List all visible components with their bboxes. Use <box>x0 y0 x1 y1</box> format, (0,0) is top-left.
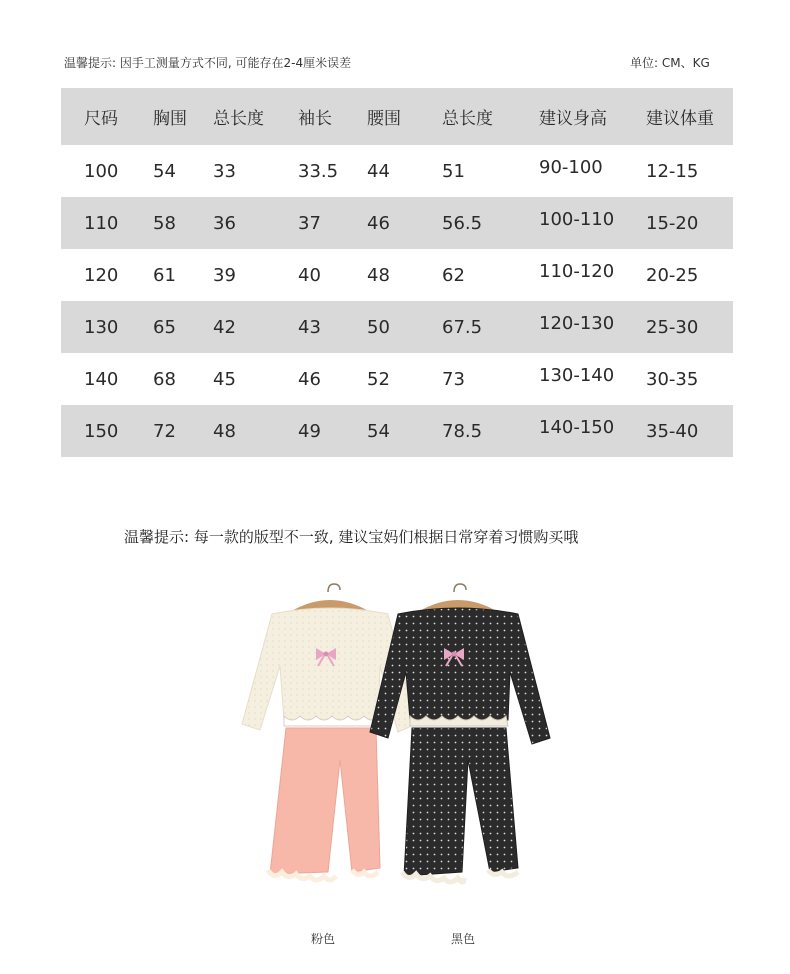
black-outfit <box>370 584 550 882</box>
cell-sleeve: 33.5 <box>298 160 339 182</box>
cell-chest: 68 <box>153 368 176 390</box>
cell-top-length: 45 <box>213 368 236 390</box>
cell-chest: 61 <box>153 264 176 286</box>
cell-height: 130-140 <box>539 364 615 386</box>
cell-waist: 54 <box>367 420 390 442</box>
cell-height: 90-100 <box>539 156 603 178</box>
table-row <box>61 353 733 405</box>
cell-waist: 48 <box>367 264 390 286</box>
header-pants-length: 总长度 <box>442 109 493 129</box>
table-row <box>61 301 733 353</box>
cell-chest: 54 <box>153 160 176 182</box>
cell-weight: 12-15 <box>646 160 699 182</box>
cell-sleeve: 46 <box>298 368 321 390</box>
cell-pants-length: 73 <box>442 368 465 390</box>
cell-size: 150 <box>84 420 119 442</box>
cell-waist: 46 <box>367 212 390 234</box>
cell-top-length: 33 <box>213 160 236 182</box>
cell-pants-length: 56.5 <box>442 212 483 234</box>
cell-chest: 65 <box>153 316 176 338</box>
cell-size: 120 <box>84 264 119 286</box>
product-photo <box>228 578 568 898</box>
cell-top-length: 39 <box>213 264 236 286</box>
cell-height: 110-120 <box>539 260 615 282</box>
cell-top-length: 36 <box>213 212 236 234</box>
cell-waist: 44 <box>367 160 390 182</box>
cell-height: 120-130 <box>539 312 615 334</box>
table-row <box>61 405 733 457</box>
table-row <box>61 249 733 301</box>
cell-size: 100 <box>84 160 119 182</box>
header-height: 建议身高 <box>539 109 607 129</box>
cell-pants-length: 67.5 <box>442 316 483 338</box>
caption-black: 黑色 <box>451 932 476 946</box>
cell-weight: 25-30 <box>646 316 699 338</box>
table-row <box>61 197 733 249</box>
cell-pants-length: 51 <box>442 160 465 182</box>
cell-weight: 15-20 <box>646 212 699 234</box>
cell-size: 130 <box>84 316 119 338</box>
cell-height: 100-110 <box>539 208 615 230</box>
cell-chest: 58 <box>153 212 176 234</box>
cell-waist: 52 <box>367 368 390 390</box>
cell-pants-length: 62 <box>442 264 465 286</box>
cell-sleeve: 40 <box>298 264 321 286</box>
header-weight: 建议体重 <box>646 109 714 129</box>
cell-sleeve: 49 <box>298 420 321 442</box>
cell-sleeve: 37 <box>298 212 321 234</box>
cell-size: 110 <box>84 212 119 234</box>
header-waist: 腰围 <box>367 109 401 129</box>
unit-label: 单位: CM、KG <box>630 56 710 70</box>
header-sleeve: 袖长 <box>298 109 332 129</box>
size-table <box>61 88 733 457</box>
cell-top-length: 42 <box>213 316 236 338</box>
cell-pants-length: 78.5 <box>442 420 483 442</box>
cell-weight: 30-35 <box>646 368 699 390</box>
header-chest: 胸围 <box>153 109 187 129</box>
cell-chest: 72 <box>153 420 176 442</box>
cell-size: 140 <box>84 368 119 390</box>
header-top-length: 总长度 <box>213 109 264 129</box>
table-header-row <box>61 88 733 145</box>
measure-notice: 温馨提示: 因手工测量方式不同, 可能存在2-4厘米误差 <box>64 56 352 70</box>
cell-weight: 20-25 <box>646 264 699 286</box>
cell-waist: 50 <box>367 316 390 338</box>
table-row <box>61 145 733 197</box>
cell-height: 140-150 <box>539 416 615 438</box>
cell-sleeve: 43 <box>298 316 321 338</box>
cell-top-length: 48 <box>213 420 236 442</box>
header-size: 尺码 <box>84 109 118 129</box>
style-notice: 温馨提示: 每一款的版型不一致, 建议宝妈们根据日常穿着习惯购买哦 <box>124 528 579 546</box>
cell-weight: 35-40 <box>646 420 699 442</box>
caption-pink: 粉色 <box>311 932 336 946</box>
